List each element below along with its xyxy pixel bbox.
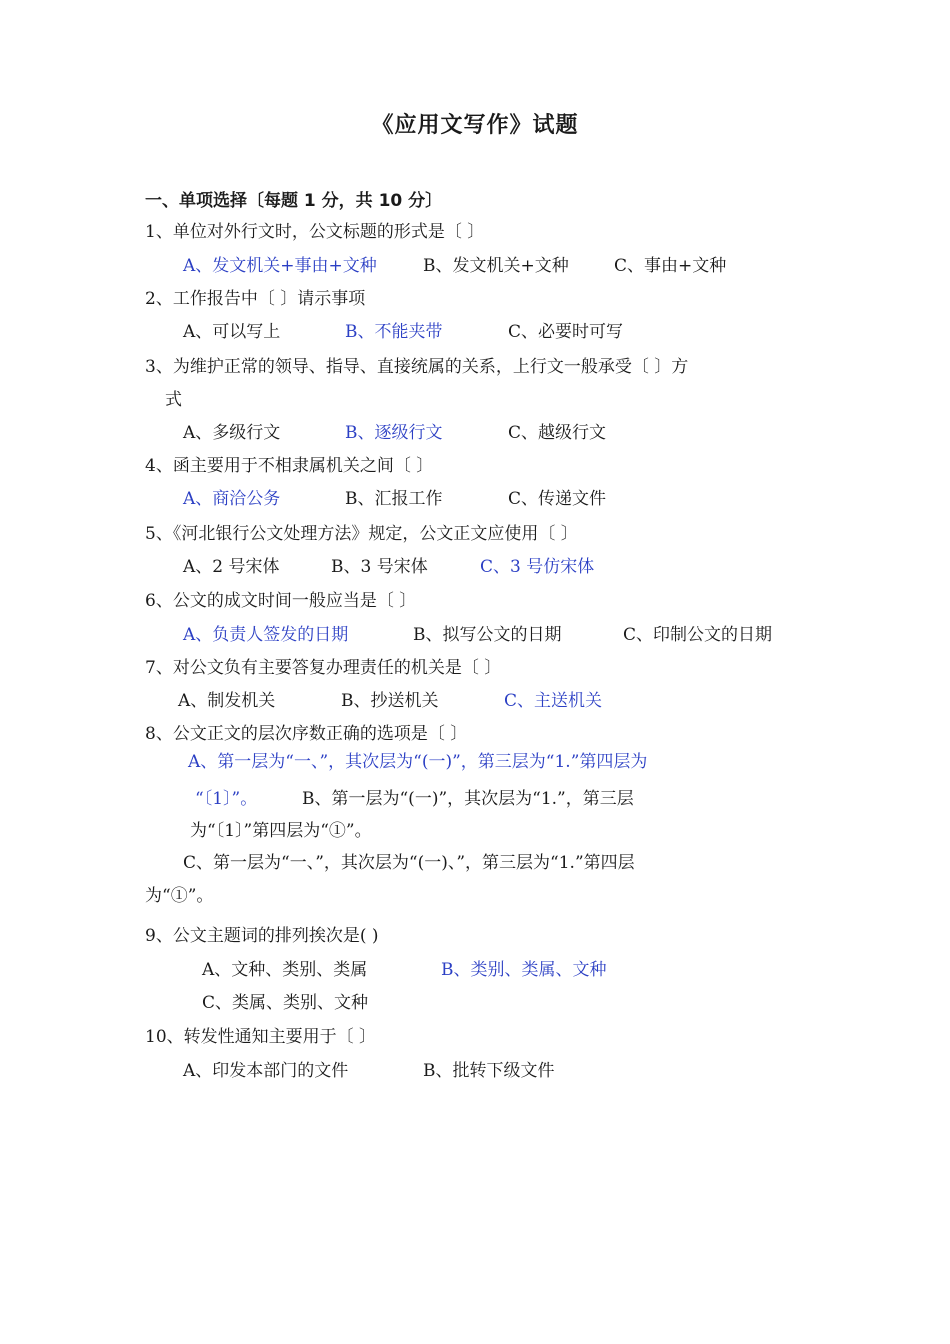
question-8-option-a-line1: A、第一层为“一、”，其次层为“(一)”，第三层为“1.”第四层为 [188, 752, 648, 772]
question-7-option-b: B、抄送机关 [341, 691, 439, 711]
page-title: 《应用文写作》试题 [371, 113, 579, 138]
question-7-stem: 7、对公文负有主要答复办理责任的机关是〔 〕 [145, 658, 502, 678]
question-6-option-c: C、印制公文的日期 [623, 625, 773, 645]
question-5-option-a: A、2 号宋体 [183, 557, 280, 577]
question-3-option-b: B、逐级行文 [345, 423, 443, 443]
question-7-option-c: C、主送机关 [504, 691, 603, 711]
question-4-option-a: A、商洽公务 [183, 489, 281, 509]
question-1-stem: 1、单位对外行文时，公文标题的形式是〔 〕 [145, 222, 485, 242]
question-1-option-b: B、发文机关+文种 [423, 256, 569, 276]
question-3-stem-continued: 式 [165, 390, 182, 410]
question-4-option-c: C、传递文件 [508, 489, 607, 509]
question-10-stem: 10、转发性通知主要用于〔 〕 [145, 1027, 377, 1047]
question-1-option-a: A、发文机关+事由+文种 [183, 256, 377, 276]
section-heading: 一、单项选择〔每题 1 分，共 10 分〕 [145, 191, 443, 211]
question-10-option-b: B、批转下级文件 [423, 1061, 555, 1081]
question-6-stem: 6、公文的成文时间一般应当是〔 〕 [145, 591, 417, 611]
question-8-option-a-line2: “〔1〕”。 [195, 789, 258, 809]
question-4-option-b: B、汇报工作 [345, 489, 443, 509]
question-9-option-c: C、类属、类别、文种 [202, 993, 369, 1013]
question-8-stem: 8、公文正文的层次序数正确的选项是〔 〕 [145, 724, 468, 744]
question-8-option-c-line1: C、第一层为“一、”，其次层为“(一)、”，第三层为“1.”第四层 [183, 853, 635, 873]
question-1-option-c: C、事由+文种 [614, 256, 727, 276]
question-8-option-c-line2: 为“①”。 [145, 886, 214, 906]
question-5-option-b: B、3 号宋体 [331, 557, 428, 577]
question-6-option-b: B、拟写公文的日期 [413, 625, 562, 645]
question-9-option-b: B、类别、类属、文种 [441, 960, 607, 980]
question-3-option-a: A、多级行文 [183, 423, 281, 443]
question-10-option-a: A、印发本部门的文件 [183, 1061, 349, 1081]
question-2-option-c: C、必要时可写 [508, 322, 624, 342]
question-6-option-a: A、负责人签发的日期 [183, 625, 349, 645]
question-3-stem: 3、为维护正常的领导、指导、直接统属的关系，上行文一般承受〔 〕方 [145, 357, 689, 377]
question-7-option-a: A、制发机关 [178, 691, 276, 711]
question-8-option-b-line2: 为“〔1〕”第四层为“①”。 [190, 821, 372, 841]
question-2-stem: 2、工作报告中〔 〕请示事项 [145, 289, 366, 309]
question-4-stem: 4、函主要用于不相隶属机关之间〔 〕 [145, 456, 434, 476]
question-2-option-a: A、可以写上 [183, 322, 281, 342]
question-8-option-b-line1: B、第一层为“(一)”，其次层为“1.”，第三层 [302, 789, 634, 809]
question-9-option-a: A、文种、类别、类属 [202, 960, 368, 980]
question-5-stem: 5、《河北银行公文处理方法》规定，公文正文应使用〔 〕 [145, 524, 578, 544]
question-3-option-c: C、越级行文 [508, 423, 607, 443]
question-5-option-c: C、3 号仿宋体 [480, 557, 595, 577]
question-9-stem: 9、公文主题词的排列挨次是( ) [145, 926, 379, 946]
question-2-option-b: B、不能夹带 [345, 322, 443, 342]
